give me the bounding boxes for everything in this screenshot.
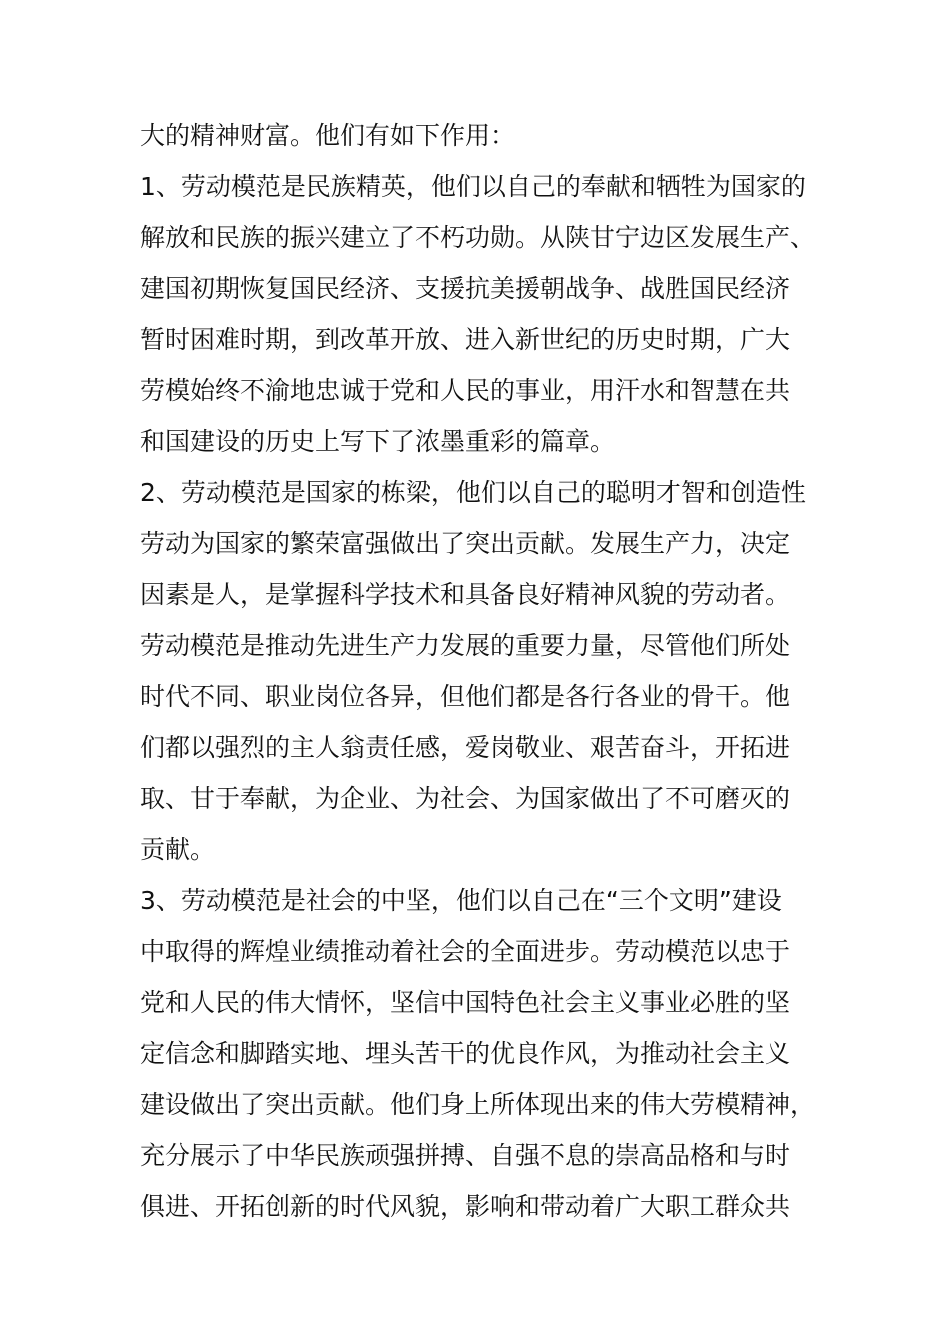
text-line: 时代不同、职业岗位各异，但他们都是各行各业的骨干。他 bbox=[140, 682, 791, 711]
text-line: 3、劳动模范是社会的中坚，他们以自己在“三个文明”建设 bbox=[140, 886, 782, 915]
text-line: 建国初期恢复国民经济、支援抗美援朝战争、战胜国民经济 bbox=[140, 274, 791, 303]
text-line: 因素是人，是掌握科学技术和具备良好精神风貌的劳动者。 bbox=[140, 580, 791, 609]
text-line: 建设做出了突出贡献。他们身上所体现出来的伟大劳模精神， bbox=[140, 1090, 816, 1119]
text-line: 劳模始终不渝地忠诚于党和人民的事业，用汗水和智慧在共 bbox=[140, 376, 791, 405]
text-line: 劳动模范是推动先进生产力发展的重要力量，尽管他们所处 bbox=[140, 631, 791, 660]
text-line: 2、劳动模范是国家的栋梁，他们以自己的聪明才智和创造性 bbox=[140, 478, 806, 507]
body-text bbox=[140, 110, 830, 1232]
text-line: 1、劳动模范是民族精英，他们以自己的奉献和牺牲为国家的 bbox=[140, 172, 806, 201]
text-line: 贡献。 bbox=[140, 835, 216, 864]
text-line: 充分展示了中华民族顽强拼搏、自强不息的崇高品格和与时 bbox=[140, 1141, 791, 1170]
text-line: 暂时困难时期，到改革开放、进入新世纪的历史时期，广大 bbox=[140, 325, 791, 354]
text-line: 党和人民的伟大情怀，坚信中国特色社会主义事业必胜的坚 bbox=[140, 988, 791, 1017]
text-line: 中取得的辉煌业绩推动着社会的全面进步。劳动模范以忠于 bbox=[140, 937, 791, 966]
text-line: 劳动为国家的繁荣富强做出了突出贡献。发展生产力，决定 bbox=[140, 529, 791, 558]
text-line: 俱进、开拓创新的时代风貌，影响和带动着广大职工群众共 bbox=[140, 1192, 791, 1221]
text-line: 定信念和脚踏实地、埋头苦干的优良作风，为推动社会主义 bbox=[140, 1039, 791, 1068]
text-line: 们都以强烈的主人翁责任感，爱岗敬业、艰苦奋斗，开拓进 bbox=[140, 733, 791, 762]
text-line: 大的精神财富。他们有如下作用： bbox=[140, 121, 516, 150]
text-line: 解放和民族的振兴建立了不朽功勋。从陕甘宁边区发展生产、 bbox=[140, 223, 816, 252]
text-line: 和国建设的历史上写下了浓墨重彩的篇章。 bbox=[140, 427, 616, 456]
text-line: 取、甘于奉献，为企业、为社会、为国家做出了不可磨灭的 bbox=[140, 784, 791, 813]
